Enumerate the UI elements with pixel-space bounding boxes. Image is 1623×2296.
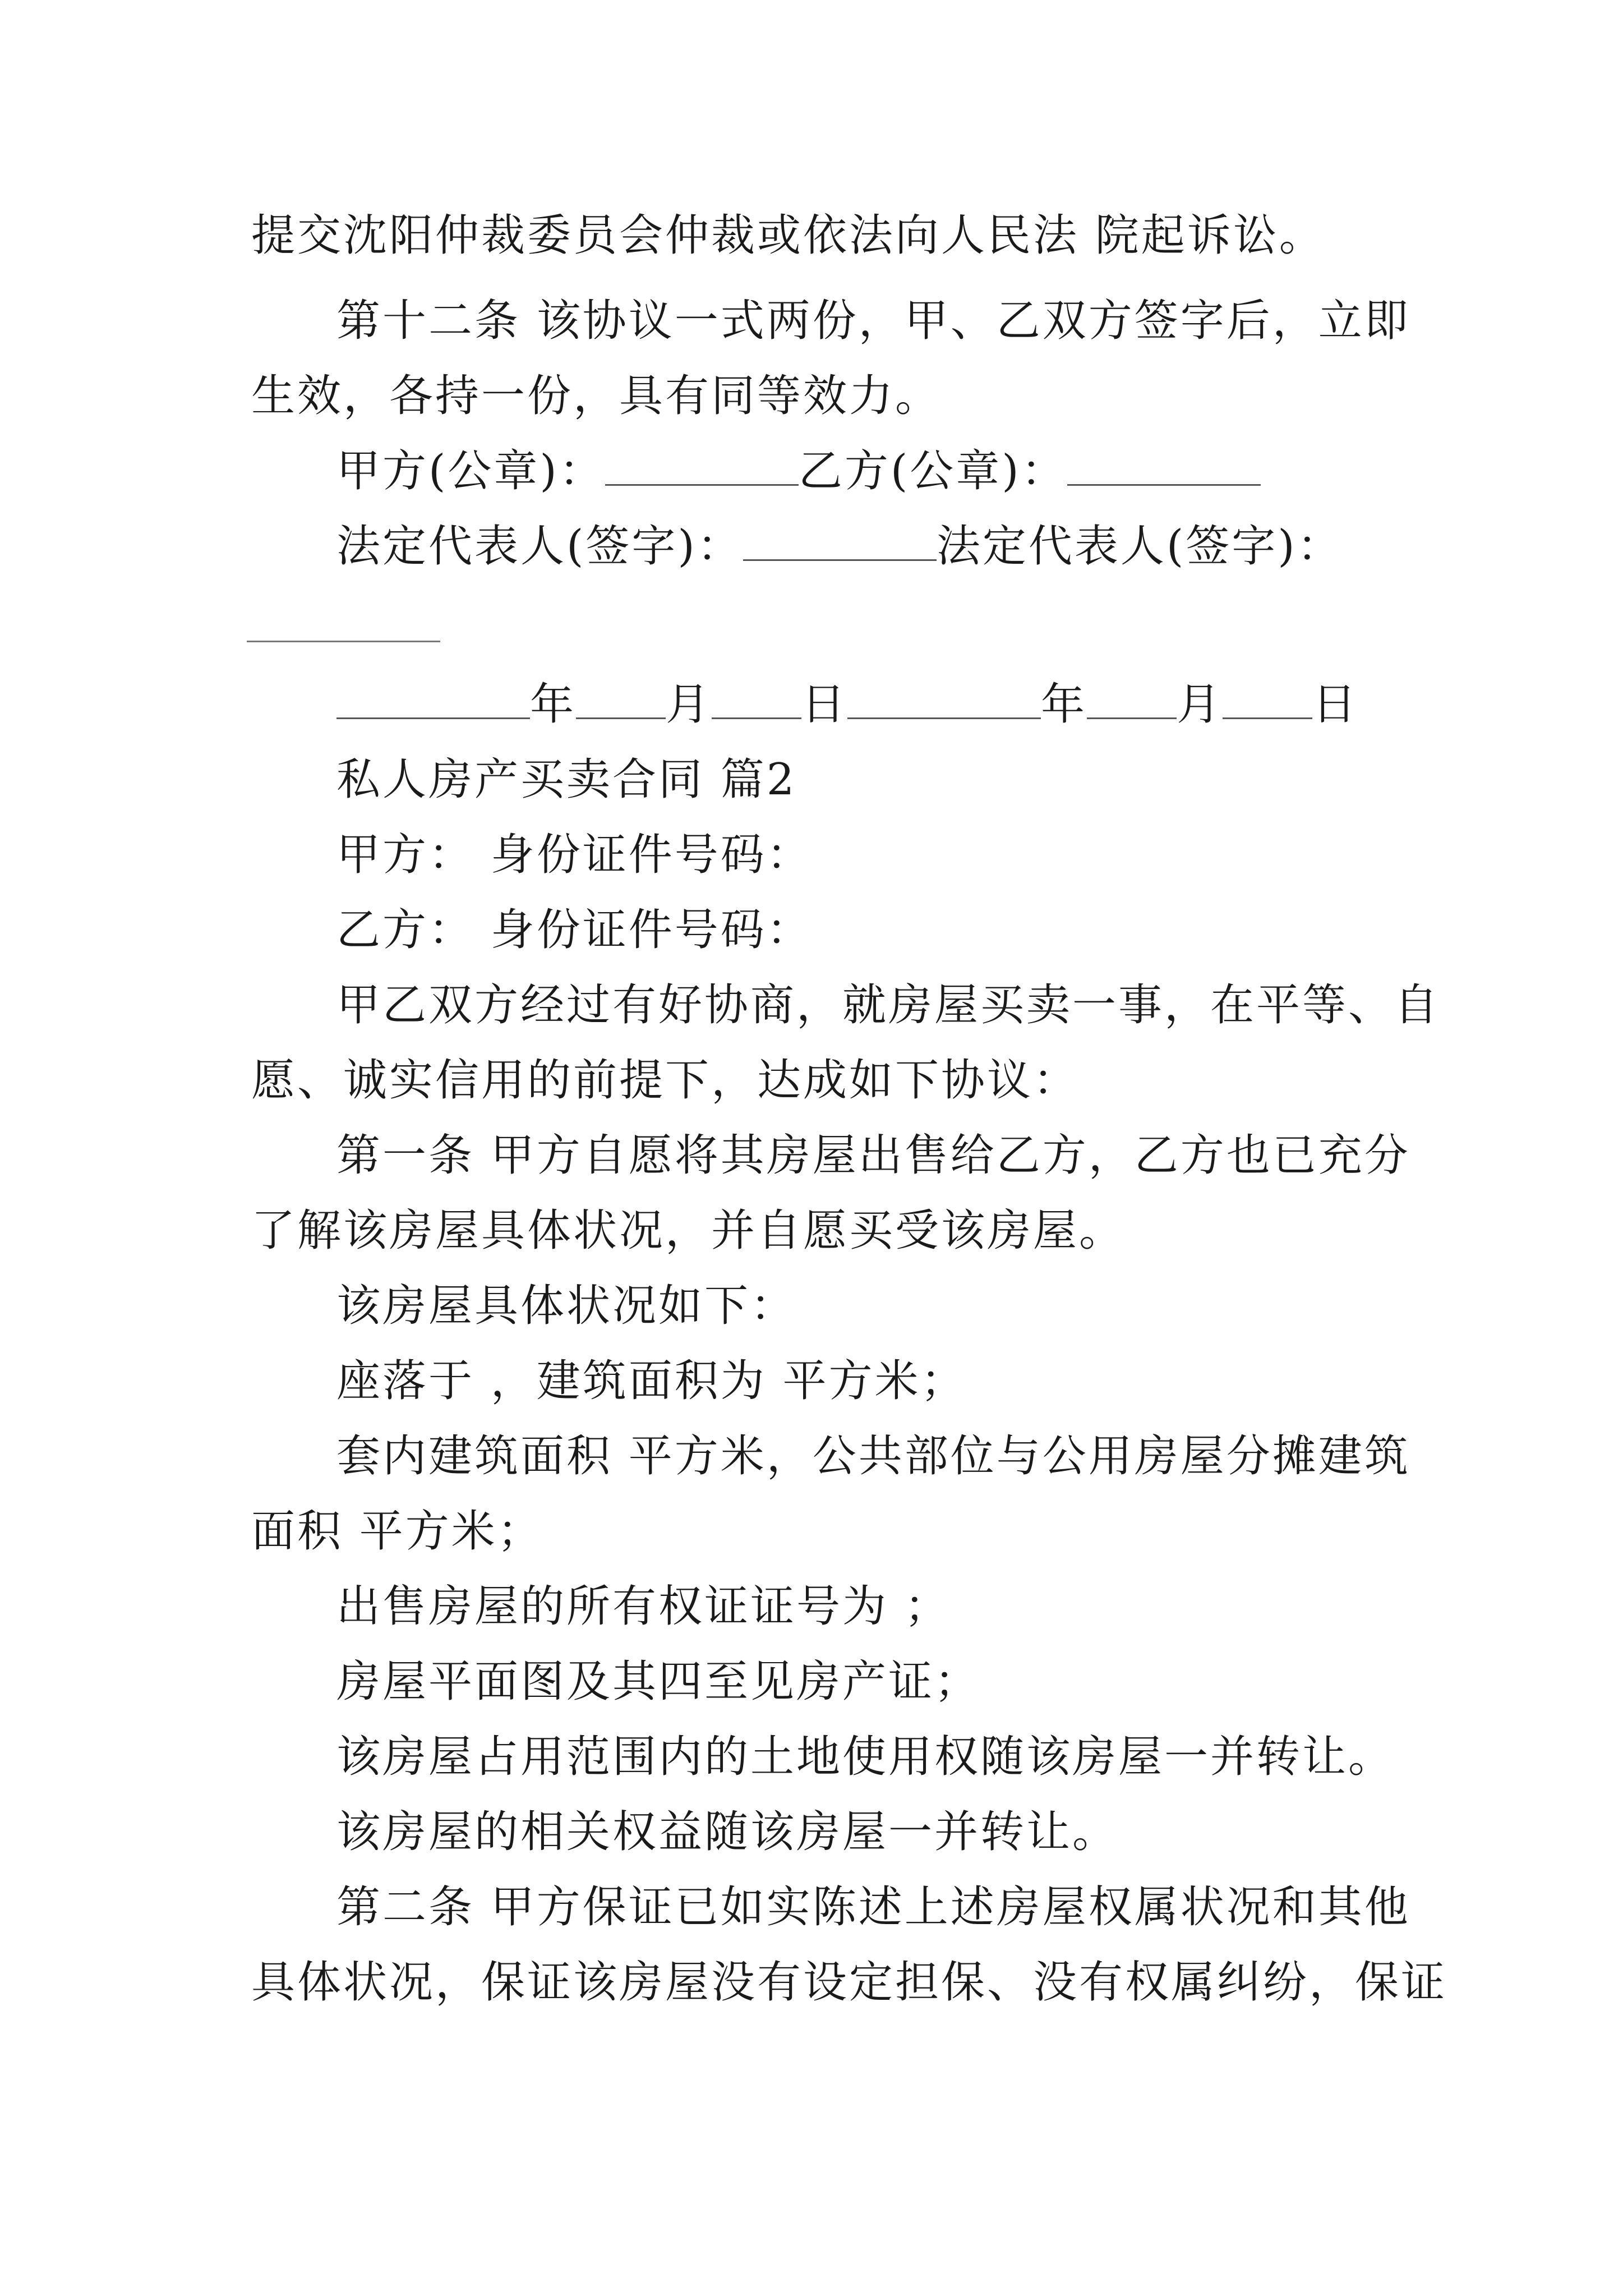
date-month-label: 月: [666, 679, 712, 730]
party-b-id-line: 乙方： 身份证件号码：: [336, 905, 813, 955]
paragraph-line: 面积 平方米；: [251, 1506, 543, 1557]
seal-line: [336, 444, 1475, 498]
paragraph-line: 该房屋具体状况如下：: [336, 1281, 797, 1331]
date-blank: [576, 678, 666, 719]
article-1-line: 第一条 甲方自愿将其房屋出售给乙方，乙方也已充分: [336, 1130, 1410, 1181]
date-blank: [847, 678, 1041, 719]
date-blank: [1087, 678, 1177, 719]
party-a-seal-label: 甲方(公章)：: [336, 446, 605, 496]
date-month-label: 月: [1177, 679, 1223, 730]
paragraph-line: 了解该房屋具体状况，并自愿买受该房屋。: [251, 1205, 1126, 1256]
date-blank: [712, 678, 801, 719]
signature-blank: [1067, 445, 1261, 486]
party-a-id-line: 甲方： 身份证件号码：: [336, 830, 813, 880]
article-2-line: 第二条 甲方保证已如实陈述上述房屋权属状况和其他: [336, 1882, 1410, 1932]
party-b-representative-label: 法定代表人(签字)：: [936, 521, 1343, 572]
date-blank: [1223, 678, 1312, 719]
section-title: 私人房产买卖合同 篇2: [336, 754, 797, 805]
signature-blank: [605, 445, 799, 486]
paragraph-line: 该房屋占用范围内的土地使用权随该房屋一并转让。: [336, 1732, 1395, 1782]
paragraph-line: 甲乙双方经过有好协商，就房屋买卖一事，在平等、自: [336, 980, 1441, 1030]
date-year-label: 年: [530, 679, 577, 730]
party-b-seal-label: 乙方(公章)：: [798, 446, 1067, 496]
paragraph-line: 套内建筑面积 平方米，公共部位与公用房屋分摊建筑: [336, 1431, 1410, 1481]
paragraph-line: 具体状况，保证该房屋没有设定担保、没有权属纠纷，保证: [251, 1957, 1447, 2008]
paragraph-line: 出售房屋的所有权证证号为 ；: [336, 1581, 951, 1632]
paragraph-line: 房屋平面图及其四至见房产证；: [336, 1657, 981, 1707]
signature-blank: [743, 520, 937, 561]
party-a-representative-label: 法定代表人(签字)：: [336, 521, 743, 572]
date-year-label: 年: [1041, 679, 1087, 730]
paragraph-line: 提交沈阳仲裁委员会仲裁或依法向人民法 院起诉讼。: [251, 210, 1325, 261]
date-blank: [336, 678, 530, 719]
date-day-label: 日: [1312, 679, 1359, 730]
paragraph-line: 生效，各持一份，具有同等效力。: [251, 371, 942, 421]
paragraph-line: 座落于 ，建筑面积为 平方米；: [336, 1356, 967, 1406]
article-12-line: 第十二条 该协议一式两份，甲、乙双方签字后，立即: [336, 296, 1410, 346]
paragraph-line: 该房屋的相关权益随该房屋一并转让。: [336, 1807, 1119, 1857]
signature-blank: [247, 641, 440, 642]
date-line: [336, 678, 1475, 731]
representative-line: [336, 519, 1475, 573]
paragraph-line: 愿、诚实信用的前提下，达成如下协议：: [251, 1055, 1080, 1106]
date-day-label: 日: [801, 679, 848, 730]
